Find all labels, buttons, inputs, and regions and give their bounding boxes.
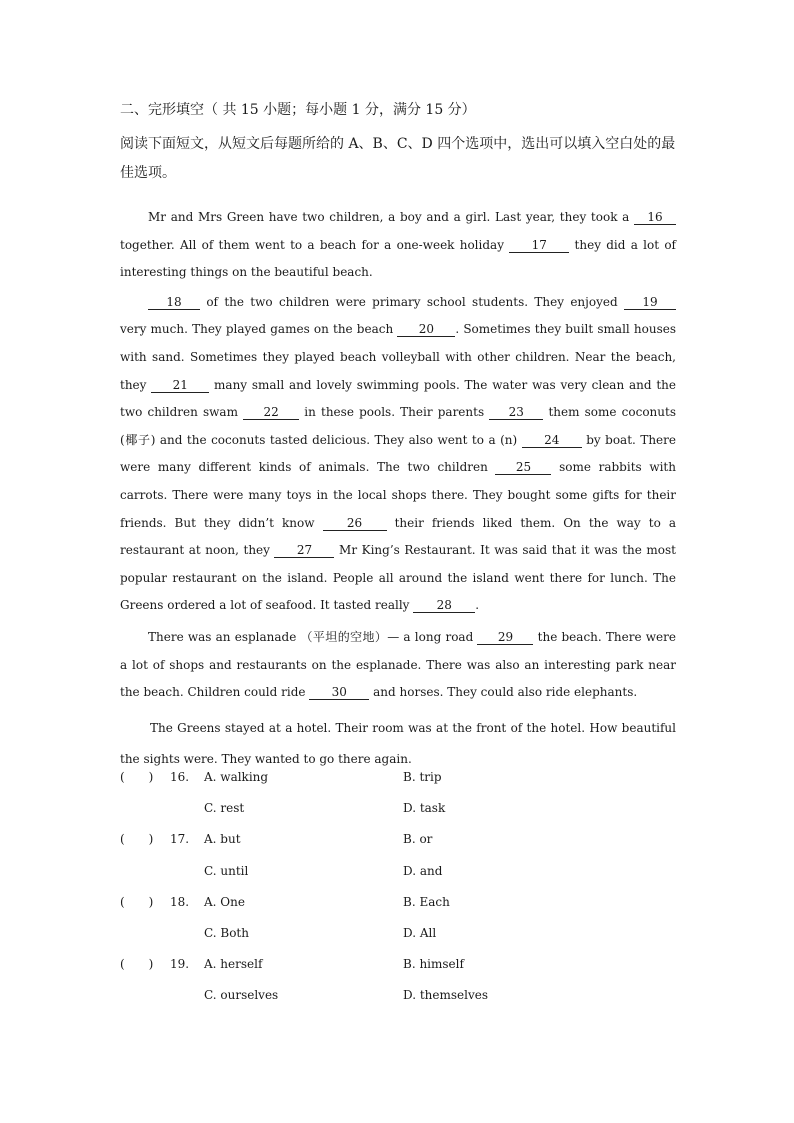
question-number: 19. <box>170 957 190 972</box>
question-16-row-1 <box>120 762 676 793</box>
passage-text: very much. They played games on the beach <box>120 322 398 337</box>
passage-paragraph-3 <box>120 624 676 707</box>
option-a: A. but <box>204 832 241 847</box>
blank-23: 23 <box>489 405 543 420</box>
passage-text: . Sometimes they built small houses with sand. Sometimes they played beach volleyball with other children. Near the beach, they <box>120 322 676 392</box>
passage-text: the beach. There were a lot of shops and restaurants on the esplanade. There was also an interesting park near the beach. Children could ride <box>120 629 676 700</box>
option-c: C. until <box>204 863 249 878</box>
passage-text: There was an esplanade （平坦的空地）— a long road <box>148 629 478 644</box>
question-number: 17. <box>170 832 190 847</box>
blank-25: 25 <box>495 460 551 475</box>
blank-26: 26 <box>323 516 387 531</box>
passage-text: together. All of them went to a beach for a one-week holiday <box>120 237 510 252</box>
answer-bracket: ( ) <box>120 770 154 784</box>
passage-text: some rabbits with carrots. There were many toys in the local shops there. They bought some gifts for their friends. But they didn’t know <box>120 460 676 530</box>
passage-text: their friends liked them. On the way to a restaurant at noon, they <box>120 515 676 558</box>
option-c: C. ourselves <box>204 988 279 1003</box>
passage-text: by boat. There were many different kinds of animals. The two children <box>120 432 677 475</box>
answer-bracket: ( ) <box>120 894 154 909</box>
question-17-row-2 <box>120 856 676 887</box>
blank-17: 17 <box>509 238 569 253</box>
question-18-row-1 <box>120 887 676 918</box>
blank-24: 24 <box>522 433 582 448</box>
option-a: A. One <box>204 894 245 909</box>
option-a: A. walking <box>204 770 269 784</box>
blank-16: 16 <box>634 210 676 225</box>
option-c: C. Both <box>204 925 249 940</box>
passage-text: many small and lovely swimming pools. The water was very clean and the two children swam <box>120 377 676 420</box>
blank-27: 27 <box>274 543 334 558</box>
passage-text: in these pools. Their parents <box>299 405 490 420</box>
passage-text: Mr King’s Restaurant. It was said that it was the most popular restaurant on the island. People all around the island went there for lunch. The Greens ordered a lot of seafood. It tasted really <box>120 543 676 613</box>
section-title: 二、完形填空（ 共 15 小题；每小题 1 分，满分 15 分） <box>120 102 476 118</box>
option-a: A. herself <box>204 957 263 972</box>
answer-bracket: ( ) <box>120 957 154 972</box>
blank-29: 29 <box>477 630 533 645</box>
blank-30: 30 <box>309 685 369 700</box>
option-b: B. himself <box>403 957 464 972</box>
question-18-row-2 <box>120 918 676 949</box>
instruction-text: 阅读下面短文，从短文后每题所给的 A、B、C、D 四个选项中，选出可以填入空白处的最佳选项。 <box>120 136 676 181</box>
passage-text: and horses. They could also ride elephants. <box>369 685 638 700</box>
option-c: C. rest <box>204 801 245 816</box>
option-b: B. or <box>403 832 433 847</box>
blank-28: 28 <box>413 598 475 613</box>
question-options <box>120 762 676 1012</box>
option-d: D. task <box>403 801 446 816</box>
passage-paragraph-1 <box>120 204 676 287</box>
option-b: B. Each <box>403 894 450 909</box>
document-page <box>120 100 676 777</box>
passage-paragraph-2 <box>120 289 676 620</box>
passage-text: them some coconuts (椰子) and the coconuts tasted delicious. They also went to a (n) <box>120 405 676 447</box>
question-19-row-1 <box>120 949 676 980</box>
blank-19: 19 <box>624 295 676 310</box>
answer-bracket: ( ) <box>120 832 154 847</box>
blank-21: 21 <box>151 378 209 393</box>
passage-paragraph-4: The Greens stayed at a hotel. Their room was at the front of the hotel. How beautiful the sights were. They wanted to go there again. <box>120 720 676 766</box>
option-d: D. themselves <box>403 988 488 1003</box>
question-number: 18. <box>170 894 190 909</box>
option-d: D. All <box>403 925 437 940</box>
blank-22: 22 <box>243 405 299 420</box>
question-17-row-1 <box>120 824 676 855</box>
blank-20: 20 <box>397 322 455 337</box>
passage-text: they did a lot of interesting things on the beautiful beach. <box>120 237 676 280</box>
passage-text: . <box>475 598 480 613</box>
question-16-row-2 <box>120 793 676 824</box>
question-number: 16. <box>170 770 190 784</box>
option-b: B. trip <box>403 770 442 784</box>
question-19-row-2 <box>120 980 676 1011</box>
passage-text: of the two children were primary school students. They enjoyed <box>200 294 624 309</box>
option-d: D. and <box>403 863 443 878</box>
passage-text: Mr and Mrs Green have two children, a boy and a girl. Last year, they took a <box>148 210 634 224</box>
blank-18: 18 <box>148 295 200 310</box>
